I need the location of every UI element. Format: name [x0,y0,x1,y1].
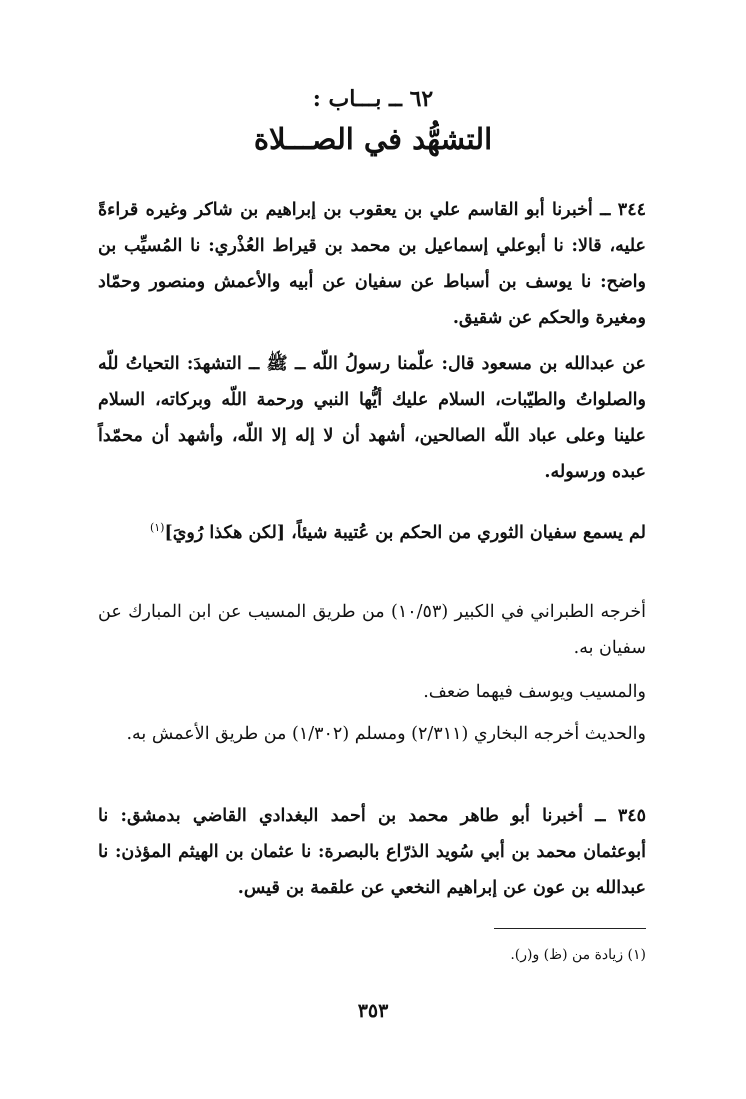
hadith-344-takhrij-1: أخرجه الطبراني في الكبير (١٠/٥٣) من طريق المسيب عن ابن المبارك عن سفيان به. [98,602,646,658]
hadith-345-isnad [98,798,646,906]
footnote: (١) زيادة من (ظ) و(ر). [510,947,646,963]
hadith-344-note [98,510,646,551]
hadith-344-number: ٣٤٤ ــ [600,200,646,220]
hadith-344-isnad [98,192,646,336]
hadith-345-number: ٣٤٥ ــ [595,806,647,826]
hadith-344-note-text: لم يسمع سفيان الثوري من الحكم بن عُتيبة شيئاً، [لكن هكذا رُويَ] [164,522,646,543]
hadith-344-takhrij-3: والحديث أخرجه البخاري (٢/٣١١) ومسلم (١/٣٠٢) من طريق الأعمش به. [126,724,646,744]
footnote-marker: (١) [149,521,165,534]
chapter-title: التشهُّد في الصـــلاة [253,122,493,156]
hadith-344-takhrij-2: والمسيب ويوسف فيهما ضعف. [423,682,646,702]
hadith-344-isnad-text: أخبرنا أبو القاسم علي بن يعقوب بن إبراهيم بن شاكر وغيره قراءةً عليه، قالا: نا أبوعلي إسماعيل بن محمد بن قيراط العُذْري: نا المُسيِّب بن واضح: نا يوسف بن أسباط عن سفيان عن أبيه والأعمش ومنصور وحمّاد ومغيرة والحكم عن شقيق. [98,200,646,328]
footnote-divider [494,928,646,929]
hadith-345-isnad-text: أخبرنا أبو طاهر محمد بن أحمد البغدادي القاضي بدمشق: نا أبوعثمان محمد بن أبي سُويد الذرّاع بالبصرة: نا عثمان بن الهيثم المؤذن: نا عبدالله بن عون عن إبراهيم النخعي عن علقمة بن قيس. [98,806,646,898]
page-number: ٣٥٣ [357,1000,389,1022]
hadith-344-matn: عن عبدالله بن مسعود قال: علّمنا رسولُ اللّه ــ ﷺ ــ التشهدَ: التحياتُ للّه والصلواتُ والطيّبات، السلام عليك أيُّها النبي ورحمة اللّه وبركاته، السلام علينا وعلى عباد اللّه الصالحين، أشهد أن لا إله إلا اللّه، وأشهد أن محمّداً عبده ورسوله. [98,354,646,482]
chapter-number-line: ٦٢ ــ بـــاب : [312,86,434,112]
